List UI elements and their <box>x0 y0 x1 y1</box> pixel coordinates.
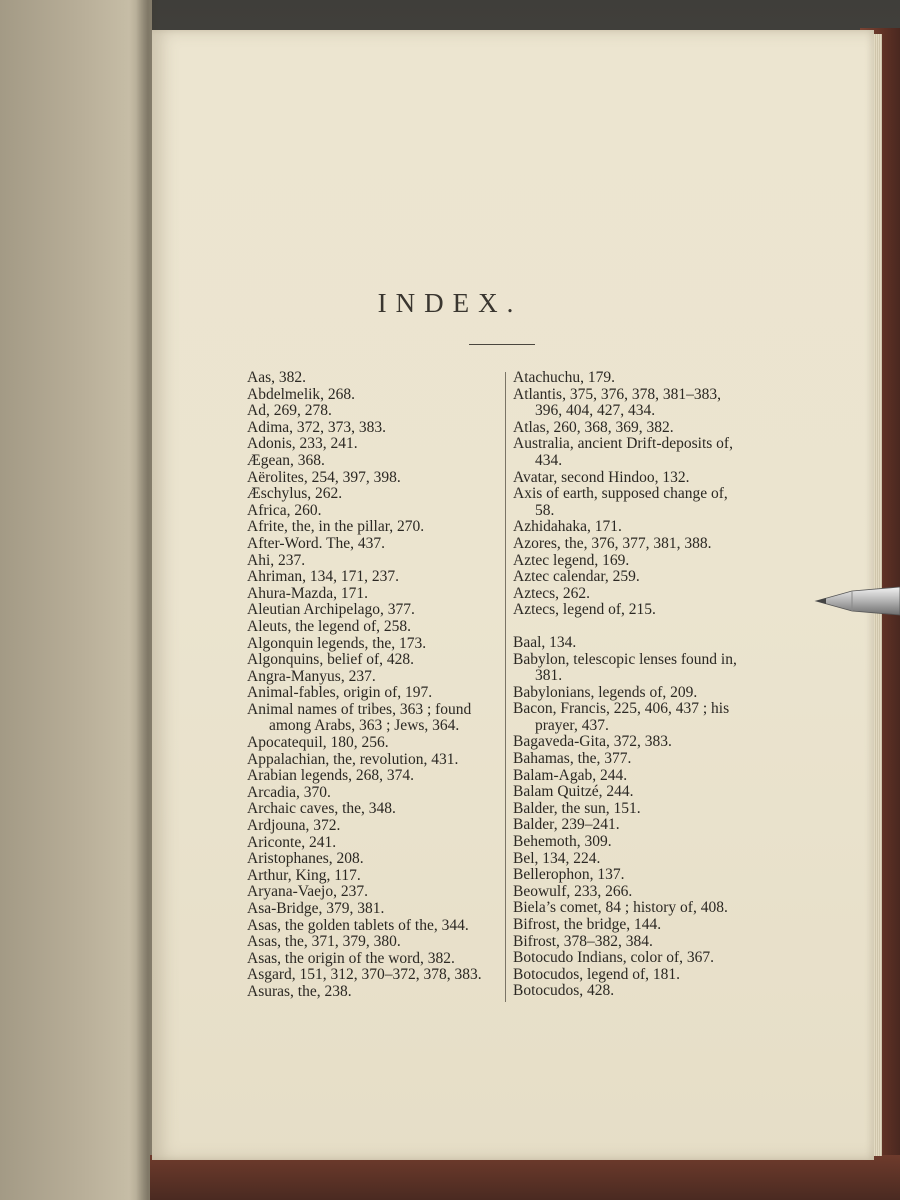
index-entry <box>247 420 509 437</box>
index-entry <box>247 901 509 918</box>
index-entry-continuation: 396, 404, 427, 434. <box>535 402 656 420</box>
index-entry-text: Asas, the golden tablets of the, 344. <box>247 916 469 934</box>
index-entry <box>247 453 509 470</box>
index-entry <box>513 685 775 702</box>
index-entry <box>247 503 509 520</box>
index-entry <box>247 768 509 785</box>
index-entry-text: Botocudo Indians, color of, 367. <box>513 949 715 967</box>
index-entry-text: Bahamas, the, 377. <box>513 750 632 768</box>
index-entry-text: Avatar, second Hindoo, 132. <box>513 468 690 486</box>
index-entry <box>513 602 775 619</box>
index-entry <box>513 900 775 917</box>
index-entry <box>247 519 509 536</box>
index-entry-text: Aas, 382. <box>247 369 306 386</box>
index-entry <box>247 868 509 885</box>
index-entry <box>247 735 509 752</box>
index-entry <box>247 685 509 702</box>
pen-icon <box>812 578 900 624</box>
title-rule <box>469 344 535 345</box>
index-entry <box>247 951 509 968</box>
index-entry-text: Africa, 260. <box>247 501 322 519</box>
index-entry-text: Aryana-Vaejo, 237. <box>247 883 368 901</box>
index-entry-text: Babylonians, legends of, 209. <box>513 683 698 701</box>
index-entry <box>247 918 509 935</box>
index-entry-text: Bacon, Francis, 225, 406, 437 ; his <box>513 700 730 718</box>
index-entry <box>247 835 509 852</box>
index-entry-text: Aztecs, legend of, 215. <box>513 601 656 619</box>
index-entry <box>247 785 509 802</box>
index-entry-text: Bel, 134, 224. <box>513 849 601 867</box>
index-entry-text: Aërolites, 254, 397, 398. <box>247 468 401 486</box>
index-entry-text: Algonquin legends, the, 173. <box>247 634 427 652</box>
index-entry-text: Bifrost, 378–382, 384. <box>513 932 653 950</box>
index-entry <box>513 917 775 934</box>
index-entry-text: Beowulf, 233, 266. <box>513 882 633 900</box>
index-entry <box>247 669 509 686</box>
index-entry-text: Afrite, the, in the pillar, 270. <box>247 518 425 536</box>
index-entry <box>513 536 775 553</box>
index-entry <box>513 768 775 785</box>
index-entry <box>513 635 775 652</box>
index-entry <box>247 818 509 835</box>
index-entry <box>513 470 775 487</box>
index-entry-text: Balder, the sun, 151. <box>513 799 641 817</box>
index-entry <box>513 934 775 951</box>
index-entry-text: Appalachian, the, revolution, 431. <box>247 750 459 768</box>
index-entry-continuation: 434. <box>535 451 563 469</box>
index-entry-text: Ardjouna, 372. <box>247 817 341 835</box>
index-entry <box>247 602 509 619</box>
index-entry-continuation: 381. <box>535 667 563 685</box>
index-entry <box>513 950 775 967</box>
index-entry <box>247 984 509 1001</box>
index-entry <box>247 586 509 603</box>
index-entry-text: Biela’s comet, 84 ; history of, 408. <box>513 899 728 917</box>
index-entry <box>513 553 775 570</box>
index-entry <box>247 934 509 951</box>
index-entry-text: Azhidahaka, 171. <box>513 518 622 536</box>
index-entry-text: Arthur, King, 117. <box>247 866 361 884</box>
index-entry-text: Algonquins, belief of, 428. <box>247 651 415 669</box>
index-entry-text: Atlantis, 375, 376, 378, 381–383, <box>513 385 721 403</box>
index-entry-text: Bellerophon, 137. <box>513 866 625 884</box>
index-entry <box>513 370 775 387</box>
index-entry-text: Aztecs, 262. <box>513 584 591 602</box>
index-entry-text: Aleutian Archipelago, 377. <box>247 601 415 619</box>
index-entry-text: Ægean, 368. <box>247 451 325 469</box>
index-entry-text: Botocudos, 428. <box>513 982 615 1000</box>
index-entry <box>513 701 775 734</box>
index-entry <box>513 586 775 603</box>
index-entry <box>247 470 509 487</box>
index-entry-text: Abdelmelik, 268. <box>247 385 356 403</box>
index-entry <box>513 519 775 536</box>
index-entry <box>247 370 509 387</box>
index-entry <box>513 387 775 420</box>
index-entry-text: Ahi, 237. <box>247 551 306 569</box>
index-entry-text: Balder, 239–241. <box>513 816 620 834</box>
index-entry-text: Arcadia, 370. <box>247 783 331 801</box>
index-column-right <box>513 370 775 1000</box>
index-entry <box>247 436 509 453</box>
index-entry <box>247 851 509 868</box>
index-entry <box>513 817 775 834</box>
index-entry <box>247 486 509 503</box>
index-entry-text: Arabian legends, 268, 374. <box>247 767 415 785</box>
index-entry <box>513 851 775 868</box>
index-entry <box>513 967 775 984</box>
index-entry-text: Behemoth, 309. <box>513 833 612 851</box>
index-entry-text: Animal names of tribes, 363 ; found <box>247 700 472 718</box>
index-entry-text: Azores, the, 376, 377, 381, 388. <box>513 534 712 552</box>
index-entry-text: Æschylus, 262. <box>247 485 343 503</box>
column-divider <box>505 372 506 1002</box>
index-entry <box>247 569 509 586</box>
index-entry <box>513 652 775 685</box>
index-entry-text: Balam-Agab, 244. <box>513 766 628 784</box>
facing-page <box>0 0 152 1200</box>
index-entry-text: Asas, the, 371, 379, 380. <box>247 933 401 951</box>
index-entry-text: Aleuts, the legend of, 258. <box>247 617 412 635</box>
book-cover-bottom <box>150 1155 900 1200</box>
index-column-left <box>247 370 509 1001</box>
index-entry-text: Asgard, 151, 312, 370–372, 378, 383. <box>247 966 482 984</box>
index-entry-text: Ahura-Mazda, 171. <box>247 584 368 602</box>
index-entry-text: Babylon, telescopic lenses found in, <box>513 650 737 668</box>
index-entry <box>247 553 509 570</box>
index-entry-text: Botocudos, legend of, 181. <box>513 965 681 983</box>
page-title: INDEX. <box>377 288 523 318</box>
index-entry-text: Apocatequil, 180, 256. <box>247 734 389 752</box>
index-entry-text: Atlas, 260, 368, 369, 382. <box>513 418 674 436</box>
index-entry <box>513 983 775 1000</box>
index-entry <box>247 702 509 735</box>
index-entry-text: Bifrost, the bridge, 144. <box>513 916 662 933</box>
index-entry-text: Asuras, the, 238. <box>247 982 352 1000</box>
index-entry-text: Aristophanes, 208. <box>247 850 364 868</box>
index-entry-continuation: 58. <box>535 501 555 519</box>
index-entry-text: Ariconte, 241. <box>247 833 337 851</box>
index-entry-text: Asas, the origin of the word, 382. <box>247 949 455 967</box>
index-entry <box>513 486 775 519</box>
index-entry-text: Balam Quitzé, 244. <box>513 783 634 801</box>
index-entry <box>247 387 509 404</box>
index-entry-text: Bagaveda-Gita, 372, 383. <box>513 733 672 751</box>
index-entry <box>513 834 775 851</box>
index-entry <box>513 867 775 884</box>
index-entry <box>513 784 775 801</box>
index-entry-text: Atachuchu, 179. <box>513 369 616 386</box>
index-entry-continuation: among Arabs, 363 ; Jews, 364. <box>269 717 460 735</box>
index-entry-continuation: prayer, 437. <box>535 716 609 734</box>
index-entry-text: Axis of earth, supposed change of, <box>513 485 728 503</box>
index-entry-text: Archaic caves, the, 348. <box>247 800 396 818</box>
index-entry-text: Ad, 269, 278. <box>247 402 332 420</box>
index-entry-text: Animal-fables, origin of, 197. <box>247 684 433 702</box>
index-entry <box>247 801 509 818</box>
index-entry <box>513 884 775 901</box>
index-entry-text: Angra-Manyus, 237. <box>247 667 376 685</box>
index-entry <box>513 734 775 751</box>
index-entry-text: Ahriman, 134, 171, 237. <box>247 568 399 586</box>
index-entry <box>513 420 775 437</box>
index-entry <box>247 403 509 420</box>
index-entry-text: Baal, 134. <box>513 633 577 651</box>
index-entry <box>513 801 775 818</box>
index-entry <box>513 751 775 768</box>
index-entry <box>513 569 775 586</box>
index-entry <box>247 636 509 653</box>
index-entry-text: Australia, ancient Drift-deposits of, <box>513 435 733 453</box>
index-entry <box>513 436 775 469</box>
index-entry <box>247 619 509 636</box>
index-entry <box>247 884 509 901</box>
index-entry-text: Aztec legend, 169. <box>513 551 630 569</box>
index-entry <box>247 967 509 984</box>
index-entry-text: Adima, 372, 373, 383. <box>247 418 387 436</box>
index-entry-text: Asa-Bridge, 379, 381. <box>247 900 385 917</box>
index-entry-text: Adonis, 233, 241. <box>247 435 358 453</box>
index-entry <box>247 536 509 553</box>
index-entry <box>247 652 509 669</box>
index-entry-text: After-Word. The, 437. <box>247 534 386 552</box>
index-entry-text: Aztec calendar, 259. <box>513 568 640 586</box>
index-entry <box>247 752 509 769</box>
